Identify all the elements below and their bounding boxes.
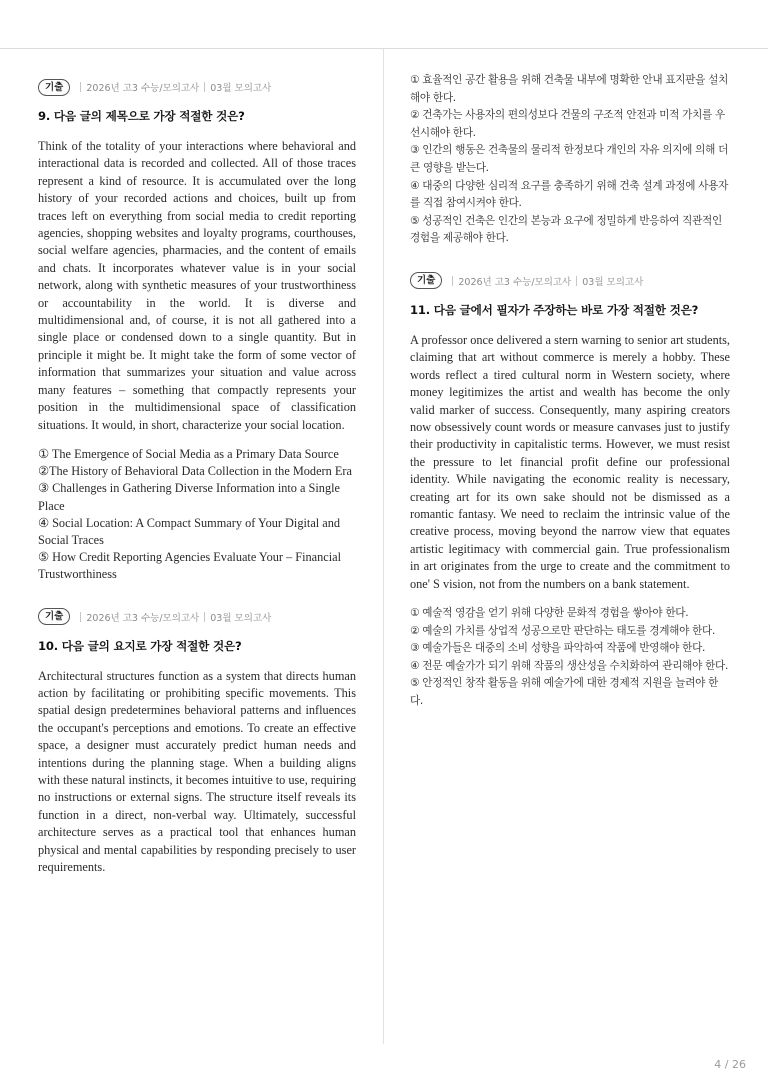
page-number: 4 / 26: [714, 1058, 746, 1071]
meta-separator: [80, 612, 81, 622]
option-3: ③ 인간의 행동은 건축물의 물리적 한정보다 개인의 자유 의지에 의해 더 큰 영향을 받는다.: [410, 144, 729, 174]
option-1: ① 효율적인 공간 활용을 위해 건축물 내부에 명확한 안내 표지판을 설치해야 한다.: [410, 74, 729, 104]
column-divider: [383, 49, 384, 1044]
question-11: [410, 272, 730, 711]
option-3: ③ 예술가들은 대중의 소비 성향을 파악하여 작품에 반영해야 한다.: [410, 642, 706, 655]
meta-separator: [452, 276, 453, 286]
option-2: ②The History of Behavioral Data Collection in the Modern Era: [38, 464, 352, 479]
option-1: ① The Emergence of Social Media as a Primary Data Source: [38, 446, 339, 461]
question-passage: Think of the totality of your interactions where behavioral and interactional data is recorded and collected. All of those traces represent a kind of resource. It is accumulated over the long history of your recorded actions and choices, built up from traces left on everything from social media to credit reporting agencies, shopping websites and loyalty programs, courthouses, social welfare agencies, pharmacies, and the content of emails and chats. It incorporates whatever value is in your social network, along with synthetic measures of your trustworthiness or accountability in the world. It is diverse and multidimensional and, of course, it is not all gathered into a single place or condensed down to a single quantity. But in principle it might be. It might take the form of some vector of information that summarizes your situation and value across many features – something that compactly represents your position in the multidimensional space of classification situations. It would, in short, characterize your social location.: [38, 139, 356, 432]
option-4: ④ Social Location: A Compact Summary of Your Digital and Social Traces: [38, 515, 341, 547]
meta-separator: [576, 276, 577, 286]
option-3: ③ Challenges in Gathering Diverse Information into a Single Place: [38, 481, 340, 513]
question-passage: A professor once delivered a stern warning to senior art students, claiming that art without commerce is merely a hobby. These words reflect a tired cultural norm in Western society, where money legitimizes the artist and wealth has become the only valid marker of success. Consequently, many aspiring creators now obsessively count words or measure canvases just to justify their productivity in capitalistic terms. However, we must resist the pressure to let financial profit define our professional identity. While navigating the economic reality is necessary, creating art for its own sake should not be dismissed as a romantic fantasy. We need to reclaim the intrinsic value of the creative process, moving beyond the narrow view that equates artistic legitimacy with commercial gain. True professionalism in art originates from the urge to create and the commitment to one' S vision, not from the numbers on a bank statement.: [410, 332, 730, 591]
meta-separator: [80, 82, 81, 92]
meta-separator: [204, 82, 205, 92]
left-column: [38, 78, 356, 900]
option-1: ① 예술적 영감을 얻기 위해 다양한 문화적 경험을 쌓아야 한다.: [410, 607, 689, 620]
option-5: ⑤ How Credit Reporting Agencies Evaluate Your – Financial Trustworthiness: [38, 550, 342, 582]
option-4: ④ 대중의 다양한 심리적 요구를 충족하기 위해 건축 설계 과정에 사용자를 직접 참여시켜야 한다.: [410, 179, 729, 210]
option-list: [38, 446, 356, 584]
question-title: 9. 다음 글의 제목으로 가장 적절한 것은?: [38, 109, 245, 123]
exam-year: 2026년 고3 수능/모의고사: [86, 83, 200, 94]
past-exam-badge: 기출: [38, 608, 70, 625]
past-exam-badge: 기출: [410, 272, 442, 289]
exam-month: 03월 모의고사: [210, 83, 272, 94]
question-meta: [38, 608, 356, 626]
question-meta: [410, 272, 730, 290]
question-10: [38, 608, 356, 877]
right-column: [410, 74, 730, 735]
option-2: ② 예술의 가치를 상업적 성공으로만 판단하는 태도를 경계해야 한다.: [410, 624, 716, 637]
question-meta: [38, 78, 356, 96]
question-title: 10. 다음 글의 요지로 가장 적절한 것은?: [38, 638, 242, 653]
option-list: [410, 605, 730, 711]
question-passage: Architectural structures function as a system that directs human action by facilitating or prohibiting specific movements. This spatial design predetermines behavioral patterns and influences the occupant's perceptions and emotions. To create an effective space, a designer must accurately predict human needs and intentions during the planning stage. When a building aligns with these natural instincts, it becomes intuitive to use, requiring no instructions or external signs. The structure itself reveals its function in a direct, non-verbal way. Ultimately, successful architecture serves as a practical tool that enhances human physical and mental capabilities by responding precisely to user requirements.: [38, 668, 356, 874]
exam-month: 03월 모의고사: [210, 612, 272, 624]
exam-month: 03월 모의고사: [582, 276, 644, 288]
past-exam-badge: 기출: [38, 79, 70, 96]
question-10-options: [410, 72, 730, 248]
exam-year: 2026년 고3 수능/모의고사: [86, 612, 200, 624]
exam-year: 2026년 고3 수능/모의고사: [458, 276, 572, 288]
question-9: [38, 78, 356, 584]
header-rule: [0, 48, 768, 49]
option-5: ⑤ 안정적인 창작 활동을 위해 예술가에 대한 경제적 지원을 늘려야 한다.: [410, 677, 719, 707]
option-2: ② 건축가는 사용자의 편의성보다 건물의 구조적 안전과 미적 가치를 우선시해야 한다.: [410, 109, 725, 139]
option-4: ④ 전문 예술가가 되기 위해 작품의 생산성을 수치화하여 관리해야 한다.: [410, 659, 729, 672]
option-5: ⑤ 성공적인 건축은 인간의 본능과 요구에 정밀하게 반응하여 직관적인 경험을 제공해야 한다.: [410, 214, 722, 245]
meta-separator: [204, 612, 205, 622]
question-title: 11. 다음 글에서 필자가 주장하는 바로 가장 적절한 것은?: [410, 302, 699, 317]
